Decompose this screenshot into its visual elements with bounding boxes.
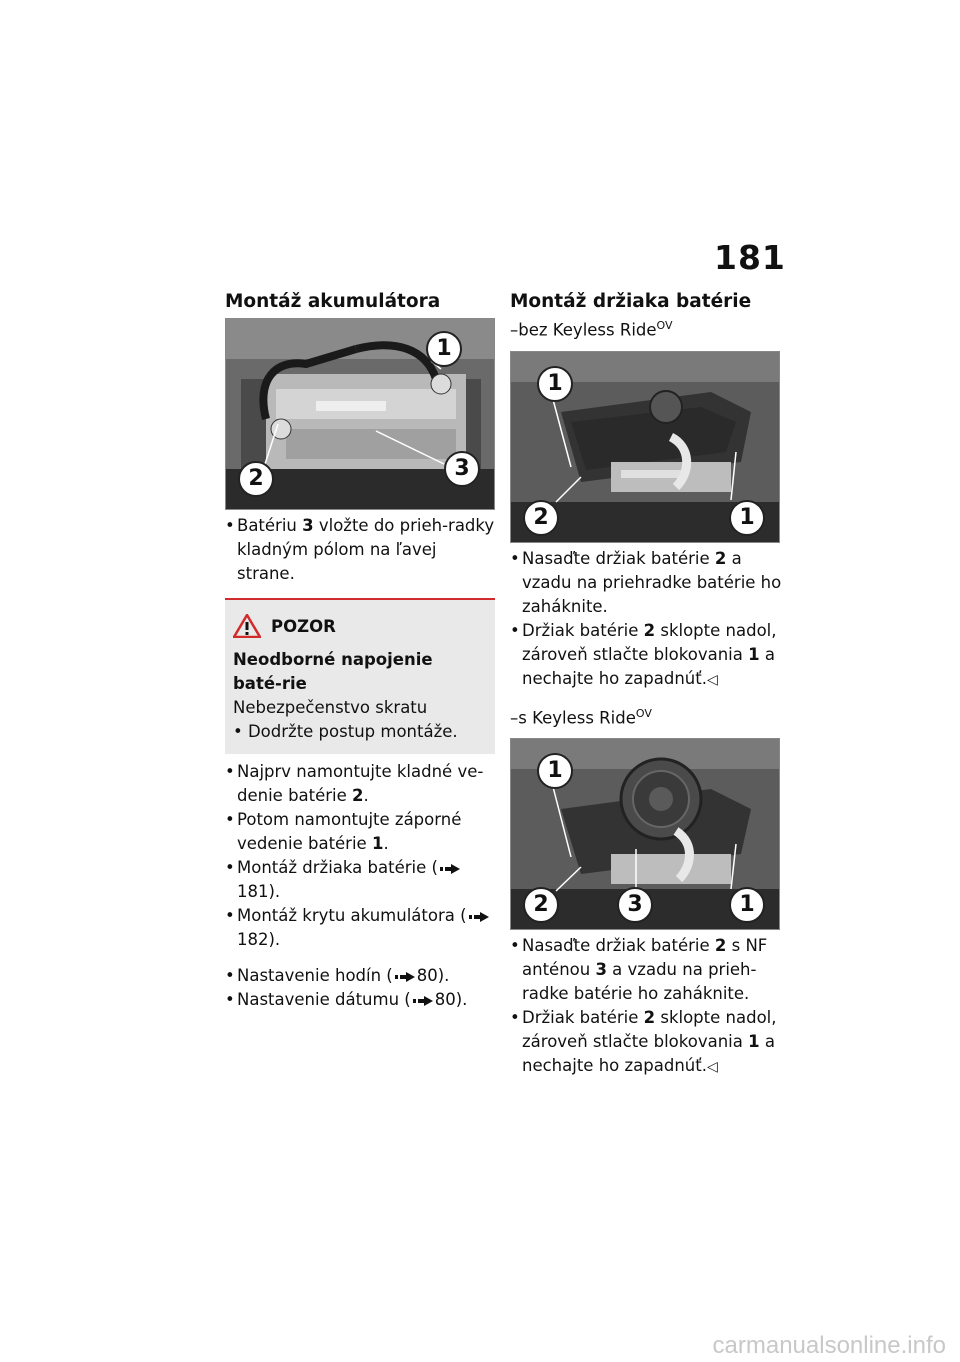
list-item: • Držiak batérie 2 sklopte nadol, zároveň stlačte blokovania 1 a nechajte ho zapadnúť.◁ [510,619,785,692]
section-heading-holder-install: Montáž držiaka batérie [510,291,752,312]
callout-1: 1 [426,331,462,367]
battery-install-steps [225,514,495,586]
list-item: • Montáž krytu akumulátora (182). [225,904,495,952]
page-reference-link[interactable]: 80 [434,990,456,1009]
page-reference-link[interactable]: 182 [237,930,269,949]
section-heading-battery-install: Montáž akumulátora [225,291,441,312]
warning-action: • Dodržte postup montáže. [233,722,458,741]
settings-steps [225,964,495,1012]
end-of-section-mark: ◁ [706,671,718,688]
page-number: 181 [714,238,786,277]
callout-3: 3 [617,887,653,923]
warning-box [225,598,495,754]
holder-figure-without-keyless [510,351,780,543]
warning-title: POZOR [271,616,336,636]
page-reference-arrow-icon [469,912,489,922]
right-column [510,290,785,1079]
list-item: • Nasaďte držiak batérie 2 a vzadu na priehradke batérie ho zaháknite. [510,547,785,619]
warning-cause: Nebezpečenstvo skratu [233,698,428,717]
page-reference-arrow-icon [395,972,415,982]
holder-steps-with-keyless [510,934,785,1079]
list-item: • Nasaďte držiak batérie 2 s NF anténou 3 a vzadu na prieh-radke batérie ho zaháknite. [510,934,785,1006]
list-item: • Potom namontujte záporné vedenie batérie 1. [225,808,495,856]
holder-steps-without-keyless [510,547,785,692]
callout-3: 3 [444,451,480,487]
list-item: • Batériu 3 vložte do prieh-radky kladným pólom na ľavej strane. [225,514,495,586]
callout-1b: 1 [729,500,765,536]
callout-2: 2 [523,500,559,536]
list-item: • Držiak batérie 2 sklopte nadol, zároveň stlačte blokovania 1 a nechajte ho zapadnúť.◁ [510,1006,785,1079]
page-reference-link[interactable]: 181 [237,882,269,901]
variant-label-with-keyless: –s Keyless Ride$^{OV}$ [510,706,652,727]
watermark: carmanualsonline.info [712,1332,946,1359]
holder-figure-with-keyless [510,738,780,930]
callout-2: 2 [238,461,274,497]
left-column [225,290,495,1012]
battery-install-figure [225,318,495,510]
callout-1b: 1 [729,887,765,923]
callout-1: 1 [537,753,573,789]
page-reference-arrow-icon [413,996,433,1006]
end-of-section-mark: ◁ [706,1059,718,1075]
page-reference-arrow-icon [440,864,460,874]
list-item: • Najprv namontujte kladné ve-denie batérie 2. [225,760,495,808]
list-item: • Nastavenie dátumu ( 80). [225,988,495,1012]
callout-2: 2 [523,887,559,923]
warning-triangle-icon [233,614,261,638]
list-item: • Montáž držiaka batérie (181). [225,856,495,904]
list-item: • Nastavenie hodín ( 80). [225,964,495,988]
cable-steps [225,760,495,952]
warning-headline: Neodborné napojenie baté-rie [233,650,433,693]
variant-label-without-keyless: –bez Keyless Ride$^{OV}$ [510,319,673,340]
callout-1: 1 [537,366,573,402]
page-reference-link[interactable]: 80 [416,966,438,985]
